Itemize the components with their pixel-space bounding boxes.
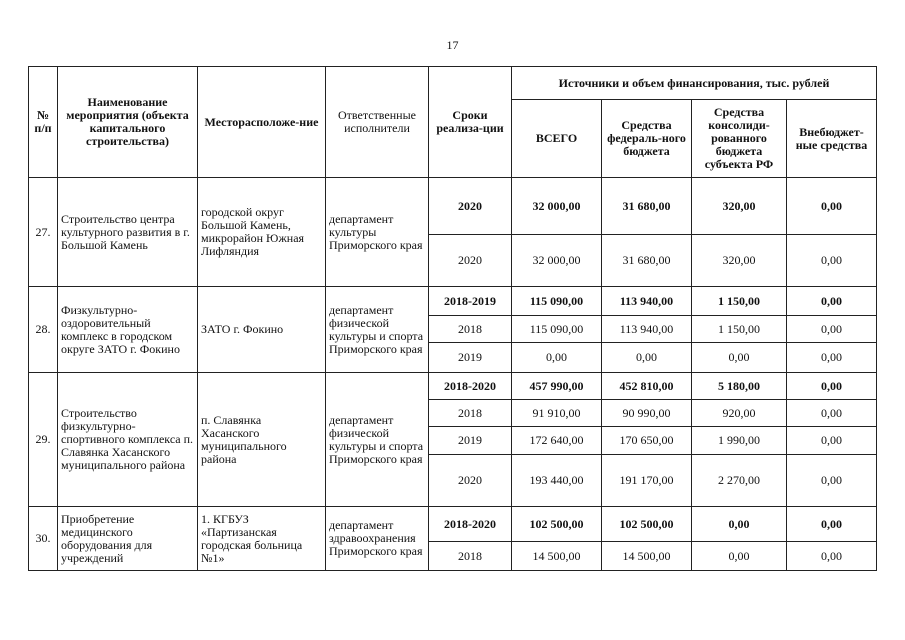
total-cell: 102 500,00	[512, 507, 602, 542]
consolidated-cell: 920,00	[692, 400, 787, 427]
period-cell: 2020	[429, 178, 512, 235]
total-cell: 32 000,00	[512, 178, 602, 235]
extra-cell: 0,00	[787, 316, 877, 343]
extra-cell: 0,00	[787, 400, 877, 427]
total-cell: 115 090,00	[512, 287, 602, 316]
measure-name: Строительство физкультурно-спортивного комплекса п. Славянка Хасанского муниципального района	[58, 373, 198, 507]
header-period: Сроки реализа-ции	[429, 67, 512, 178]
header-total: ВСЕГО	[512, 100, 602, 178]
row-number: 27.	[29, 178, 58, 287]
location-cell: городской округ Большой Камень, микрорайон Южная Лифляндия	[198, 178, 326, 287]
row-number: 28.	[29, 287, 58, 373]
extra-cell: 0,00	[787, 427, 877, 455]
extra-cell: 0,00	[787, 507, 877, 542]
total-cell: 14 500,00	[512, 542, 602, 571]
federal-cell: 0,00	[602, 343, 692, 373]
consolidated-cell: 2 270,00	[692, 455, 787, 507]
table-row	[29, 178, 877, 235]
consolidated-cell: 320,00	[692, 235, 787, 287]
responsible-cell: департамент культуры Приморского края	[326, 178, 429, 287]
header-sources: Источники и объем финансирования, тыс. рублей	[512, 67, 877, 100]
consolidated-cell: 1 990,00	[692, 427, 787, 455]
federal-cell: 452 810,00	[602, 373, 692, 400]
consolidated-cell: 0,00	[692, 542, 787, 571]
federal-cell: 191 170,00	[602, 455, 692, 507]
federal-cell: 113 940,00	[602, 287, 692, 316]
extra-cell: 0,00	[787, 235, 877, 287]
federal-cell: 31 680,00	[602, 235, 692, 287]
row-number: 30.	[29, 507, 58, 571]
federal-cell: 170 650,00	[602, 427, 692, 455]
header-name: Наименование мероприятия (объекта капитального строительства)	[58, 67, 198, 178]
header-extra: Внебюджет-ные средства	[787, 100, 877, 178]
extra-cell: 0,00	[787, 178, 877, 235]
row-number: 29.	[29, 373, 58, 507]
extra-cell: 0,00	[787, 542, 877, 571]
table-body	[29, 67, 877, 571]
consolidated-cell: 0,00	[692, 507, 787, 542]
header-consolidated: Средства консолиди-рованного бюджета субъекта РФ	[692, 100, 787, 178]
period-cell: 2020	[429, 455, 512, 507]
period-cell: 2018-2019	[429, 287, 512, 316]
period-cell: 2019	[429, 343, 512, 373]
consolidated-cell: 1 150,00	[692, 287, 787, 316]
extra-cell: 0,00	[787, 373, 877, 400]
financing-table	[28, 66, 877, 571]
period-cell: 2018	[429, 542, 512, 571]
federal-cell: 90 990,00	[602, 400, 692, 427]
total-cell: 193 440,00	[512, 455, 602, 507]
federal-cell: 102 500,00	[602, 507, 692, 542]
consolidated-cell: 1 150,00	[692, 316, 787, 343]
consolidated-cell: 320,00	[692, 178, 787, 235]
federal-cell: 14 500,00	[602, 542, 692, 571]
location-cell: п. Славянка Хасанского муниципального района	[198, 373, 326, 507]
federal-cell: 113 940,00	[602, 316, 692, 343]
measure-name: Строительство центра культурного развития в г. Большой Камень	[58, 178, 198, 287]
federal-cell: 31 680,00	[602, 178, 692, 235]
measure-name: Приобретение медицинского оборудования для учреждений	[58, 507, 198, 571]
responsible-cell: департамент физической культуры и спорта Приморского края	[326, 373, 429, 507]
period-cell: 2018	[429, 316, 512, 343]
period-cell: 2018-2020	[429, 373, 512, 400]
location-cell: ЗАТО г. Фокино	[198, 287, 326, 373]
consolidated-cell: 5 180,00	[692, 373, 787, 400]
table-row	[29, 373, 877, 400]
extra-cell: 0,00	[787, 287, 877, 316]
header-location: Месторасположе-ние	[198, 67, 326, 178]
location-cell: 1. КГБУЗ «Партизанская городская больница №1»	[198, 507, 326, 571]
total-cell: 457 990,00	[512, 373, 602, 400]
table-row	[29, 507, 877, 542]
period-cell: 2018	[429, 400, 512, 427]
responsible-cell: департамент здравоохранения Приморского края	[326, 507, 429, 571]
consolidated-cell: 0,00	[692, 343, 787, 373]
header-responsible: Ответственные исполнители	[326, 67, 429, 178]
total-cell: 172 640,00	[512, 427, 602, 455]
period-cell: 2019	[429, 427, 512, 455]
period-cell: 2020	[429, 235, 512, 287]
period-cell: 2018-2020	[429, 507, 512, 542]
responsible-cell: департамент физической культуры и спорта Приморского края	[326, 287, 429, 373]
table-row	[29, 287, 877, 316]
measure-name: Физкультурно-оздоровительный комплекс в городском округе ЗАТО г. Фокино	[58, 287, 198, 373]
header-federal: Средства федераль-ного бюджета	[602, 100, 692, 178]
total-cell: 115 090,00	[512, 316, 602, 343]
header-num: № п/п	[29, 67, 58, 178]
total-cell: 0,00	[512, 343, 602, 373]
page-number: 17	[446, 38, 459, 52]
extra-cell: 0,00	[787, 343, 877, 373]
total-cell: 32 000,00	[512, 235, 602, 287]
extra-cell: 0,00	[787, 455, 877, 507]
total-cell: 91 910,00	[512, 400, 602, 427]
